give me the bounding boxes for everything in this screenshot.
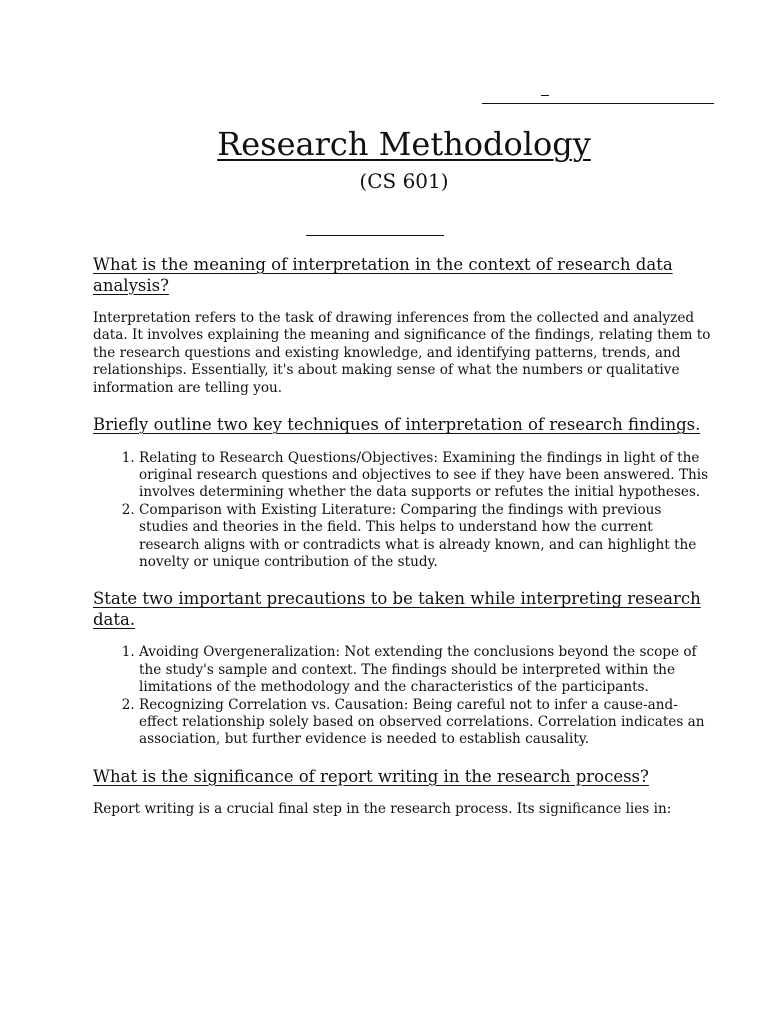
page-title: Research Methodology (217, 125, 591, 163)
course-code: (CS 601) (359, 169, 449, 193)
title-divider (306, 235, 444, 236)
list-item: 2. Comparison with Existing Literature: Comparing the findings with previous studies and theories in the field. This helps to understand how the current research aligns with or contradicts what is already known, and can highlight the novelty or unique contribution of the study. (139, 502, 713, 572)
answer-list (93, 450, 713, 572)
answer-paragraph: Report writing is a crucial final step in the research process. Its significance lies in: (93, 801, 672, 818)
header-rule (482, 103, 714, 104)
question-heading: State two important precautions to be taken while interpreting research data. (93, 589, 701, 629)
list-item: 2. Recognizing Correlation vs. Causation: Being careful not to infer a cause-and-effect relationship solely based on observed correlations. Correlation indicates an association, but further evidence is needed to establish causality. (139, 697, 713, 749)
list-item: 1. Relating to Research Questions/Objectives: Examining the findings in light of the original research questions and objectives to see if they have been answered. This involves determining whether the data supports or refutes the initial hypotheses. (139, 450, 713, 502)
question-heading: Briefly outline two key techniques of interpretation of research findings. (93, 415, 701, 435)
header-mark (541, 95, 549, 96)
document-body (93, 255, 713, 819)
question-heading: What is the significance of report writing in the research process? (93, 766, 649, 786)
list-item: 1. Avoiding Overgeneralization: Not extending the conclusions beyond the scope of the study's sample and context. The findings should be interpreted within the limitations of the methodology and the characteristics of the participants. (139, 644, 713, 696)
question-heading: What is the meaning of interpretation in the context of research data analysis? (93, 255, 673, 295)
answer-paragraph: Interpretation refers to the task of drawing inferences from the collected and analyzed data. It involves explaining the meaning and significance of the findings, relating them to the research questions and existing knowledge, and identifying patterns, trends, and relationships. Essentially, it's about making sense of what the numbers or qualitative information are telling you. (93, 310, 711, 396)
answer-list (93, 644, 713, 748)
